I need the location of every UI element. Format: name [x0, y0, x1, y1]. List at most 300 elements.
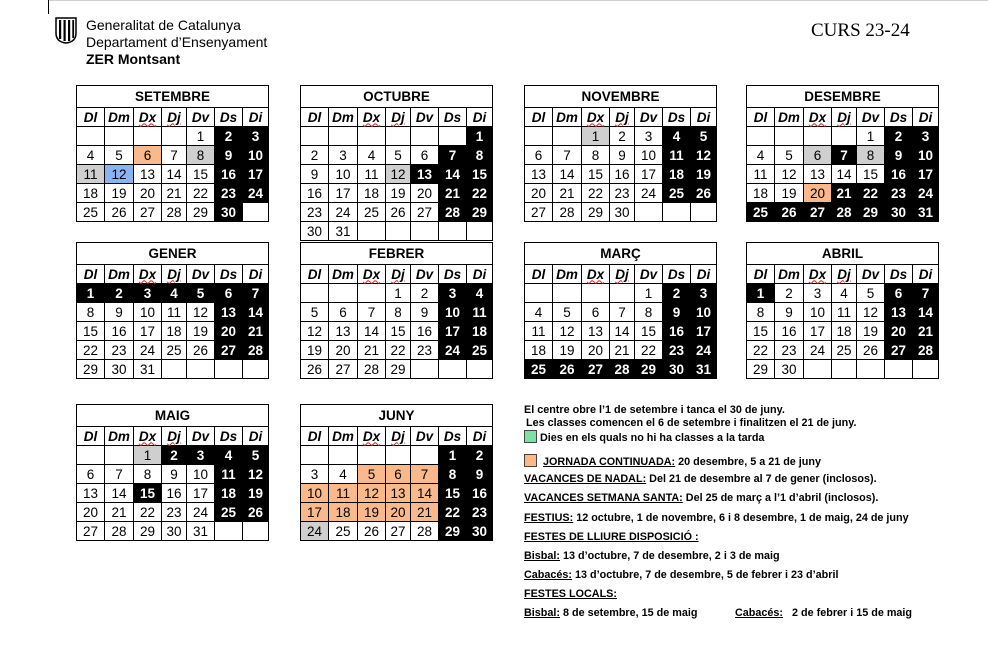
- weekday-label: Dv: [411, 427, 439, 446]
- month-gener: [76, 242, 269, 379]
- day-cell: 22: [134, 503, 162, 522]
- day-cell: 2: [775, 284, 804, 303]
- day-cell: 1: [857, 127, 885, 146]
- day-cell: 24: [134, 341, 162, 360]
- day-cell: 5: [243, 446, 269, 465]
- month-abril: [746, 242, 939, 379]
- day-cell: 24: [301, 522, 329, 541]
- weekday-label: Dj: [832, 108, 857, 127]
- legend-cabaces-local: Cabacés: 2 de febrer i 15 de maig: [735, 607, 913, 619]
- day-cell: 8: [134, 465, 162, 484]
- day-cell: 15: [635, 322, 663, 341]
- day-cell: 11: [162, 303, 187, 322]
- day-cell: 19: [358, 503, 386, 522]
- day-cell: 4: [747, 146, 775, 165]
- day-cell: 1: [467, 127, 493, 146]
- day-cell: 22: [467, 184, 493, 203]
- day-cell: 13: [329, 322, 358, 341]
- week-row: [301, 165, 493, 184]
- day-cell: 21: [832, 184, 857, 203]
- day-cell: 10: [243, 146, 269, 165]
- day-cell: 9: [411, 303, 439, 322]
- weekday-label: Di: [243, 265, 269, 284]
- week-row: [525, 203, 717, 222]
- week-row: [301, 503, 493, 522]
- day-cell: 30: [162, 522, 187, 541]
- day-cell: 16: [301, 184, 329, 203]
- day-cell: 28: [439, 203, 467, 222]
- day-cell: 17: [187, 484, 215, 503]
- day-cell: 16: [885, 165, 913, 184]
- day-cell: 6: [804, 146, 832, 165]
- day-cell: 26: [553, 360, 582, 379]
- weekday-label: Dj: [162, 108, 187, 127]
- day-cell: 5: [775, 146, 804, 165]
- day-cell: 26: [243, 503, 269, 522]
- day-cell: 29: [467, 203, 493, 222]
- month-març: [524, 242, 717, 379]
- day-cell: 21: [553, 184, 582, 203]
- day-cell: 1: [439, 446, 467, 465]
- day-cell: 11: [467, 303, 493, 322]
- day-cell: 5: [105, 146, 134, 165]
- weekday-label: Dm: [105, 427, 134, 446]
- legend-cabaces-lld: Cabacés: 13 d’octubre, 7 de desembre, 5 de febrer i 23 d’abril: [524, 569, 839, 581]
- legend-nadal: VACANCES DE NADAL: Del 21 de desembre al 7 de gener (inclosos).: [524, 473, 877, 485]
- week-row: [301, 222, 493, 241]
- day-cell: 9: [162, 465, 187, 484]
- day-cell: 27: [885, 341, 913, 360]
- week-row: [747, 146, 939, 165]
- weekday-label: Di: [467, 108, 493, 127]
- day-cell: 8: [582, 146, 610, 165]
- day-cell: 1: [77, 284, 105, 303]
- weekday-label: Dl: [301, 108, 329, 127]
- day-cell: 13: [77, 484, 105, 503]
- week-row: [301, 303, 493, 322]
- day-cell: 20: [411, 184, 439, 203]
- day-cell: 19: [105, 184, 134, 203]
- day-cell: 29: [857, 203, 885, 222]
- day-cell: 7: [105, 465, 134, 484]
- empty-cell: [77, 446, 105, 465]
- day-cell: 25: [215, 503, 243, 522]
- legend-bisbal-local: Bisbal: 8 de setembre, 15 de maig: [524, 607, 698, 619]
- legend-open-close: El centre obre l’1 de setembre i tanca el 30 de juny.: [524, 404, 785, 416]
- day-cell: 3: [439, 284, 467, 303]
- day-cell: 15: [747, 322, 775, 341]
- day-cell: 9: [105, 303, 134, 322]
- day-cell: 22: [635, 341, 663, 360]
- week-row: [77, 146, 269, 165]
- day-cell: 1: [635, 284, 663, 303]
- day-cell: 5: [691, 127, 717, 146]
- day-cell: 19: [857, 322, 885, 341]
- day-cell: 10: [804, 303, 832, 322]
- day-cell: 4: [162, 284, 187, 303]
- month-name: MARÇ: [525, 243, 717, 265]
- day-cell: 16: [411, 322, 439, 341]
- empty-cell: [525, 127, 553, 146]
- day-cell: 4: [832, 284, 857, 303]
- day-cell: 9: [610, 146, 635, 165]
- day-cell: 7: [411, 465, 439, 484]
- day-cell: 17: [691, 322, 717, 341]
- day-cell: 6: [582, 303, 610, 322]
- day-cell: 25: [162, 341, 187, 360]
- weekday-label: Dv: [857, 265, 885, 284]
- day-cell: 24: [913, 184, 939, 203]
- day-cell: 25: [467, 341, 493, 360]
- weekday-label: Dm: [553, 265, 582, 284]
- day-cell: 23: [663, 341, 691, 360]
- weekday-label: Dm: [105, 108, 134, 127]
- day-cell: 25: [663, 184, 691, 203]
- day-cell: 6: [77, 465, 105, 484]
- empty-cell: [329, 446, 358, 465]
- empty-cell: [553, 284, 582, 303]
- week-row: [77, 127, 269, 146]
- day-cell: 19: [386, 184, 411, 203]
- weekday-label: Dm: [329, 108, 358, 127]
- week-row: [747, 184, 939, 203]
- day-cell: 14: [358, 322, 386, 341]
- day-cell: 16: [610, 165, 635, 184]
- empty-cell: [329, 284, 358, 303]
- day-cell: 24: [243, 184, 269, 203]
- top-rule: [48, 0, 988, 1]
- weekday-label: Dx: [582, 265, 610, 284]
- day-cell: 16: [775, 322, 804, 341]
- empty-cell: [439, 127, 467, 146]
- week-row: [301, 484, 493, 503]
- day-cell: 12: [775, 165, 804, 184]
- day-cell: 5: [358, 465, 386, 484]
- day-cell: 18: [832, 322, 857, 341]
- day-cell: 13: [582, 322, 610, 341]
- day-cell: 12: [243, 465, 269, 484]
- day-cell: 12: [301, 322, 329, 341]
- month-name: ABRIL: [747, 243, 939, 265]
- empty-cell: [663, 203, 691, 222]
- week-row: [747, 127, 939, 146]
- weekday-label: Ds: [663, 265, 691, 284]
- day-cell: 27: [215, 341, 243, 360]
- week-row: [747, 165, 939, 184]
- day-cell: 9: [663, 303, 691, 322]
- week-row: [77, 184, 269, 203]
- day-cell: 20: [77, 503, 105, 522]
- day-cell: 28: [105, 522, 134, 541]
- legend-bisbal-lld: Bisbal: 13 d’octubre, 7 de desembre, 2 i 3 de maig: [524, 550, 780, 562]
- day-cell: 8: [386, 303, 411, 322]
- day-cell: 26: [775, 203, 804, 222]
- day-cell: 23: [411, 341, 439, 360]
- day-cell: 13: [134, 165, 162, 184]
- weekday-label: Dl: [77, 108, 105, 127]
- empty-cell: [386, 127, 411, 146]
- day-cell: 31: [329, 222, 358, 241]
- day-cell: 5: [187, 284, 215, 303]
- week-row: [525, 184, 717, 203]
- day-cell: 22: [857, 184, 885, 203]
- week-row: [77, 303, 269, 322]
- empty-cell: [832, 360, 857, 379]
- month-name: OCTUBRE: [301, 86, 493, 108]
- day-cell: 27: [804, 203, 832, 222]
- weekday-label: Ds: [885, 265, 913, 284]
- weekday-label: Dx: [134, 427, 162, 446]
- empty-cell: [162, 127, 187, 146]
- day-cell: 28: [243, 341, 269, 360]
- day-cell: 2: [215, 127, 243, 146]
- empty-cell: [411, 446, 439, 465]
- empty-cell: [386, 446, 411, 465]
- day-cell: 8: [439, 465, 467, 484]
- day-cell: 26: [105, 203, 134, 222]
- empty-cell: [215, 360, 243, 379]
- weekday-label: Dx: [582, 108, 610, 127]
- day-cell: 1: [386, 284, 411, 303]
- week-row: [525, 284, 717, 303]
- week-row: [301, 360, 493, 379]
- legend-no-afternoon: Dies en els quals no hi ha classes a la tarda: [524, 430, 764, 444]
- day-cell: 27: [134, 203, 162, 222]
- institution-name: Generalitat de Catalunya: [86, 17, 241, 33]
- day-cell: 16: [467, 484, 493, 503]
- week-row: [301, 322, 493, 341]
- day-cell: 11: [358, 165, 386, 184]
- empty-cell: [804, 127, 832, 146]
- day-cell: 11: [329, 484, 358, 503]
- empty-cell: [301, 446, 329, 465]
- orange-swatch: [524, 454, 537, 467]
- day-cell: 15: [187, 165, 215, 184]
- day-cell: 16: [105, 322, 134, 341]
- day-cell: 3: [243, 127, 269, 146]
- weekday-label: Dm: [775, 265, 804, 284]
- day-cell: 29: [582, 203, 610, 222]
- empty-cell: [77, 127, 105, 146]
- legend-classes-dates: Les classes comencen el 6 de setembre i finalitzen el 21 de juny.: [526, 417, 857, 429]
- day-cell: 13: [386, 484, 411, 503]
- day-cell: 26: [386, 203, 411, 222]
- empty-cell: [358, 284, 386, 303]
- day-cell: 18: [77, 184, 105, 203]
- empty-cell: [411, 127, 439, 146]
- weekday-label: Dv: [411, 108, 439, 127]
- day-cell: 4: [358, 146, 386, 165]
- empty-cell: [301, 127, 329, 146]
- day-cell: 9: [215, 146, 243, 165]
- day-cell: 13: [411, 165, 439, 184]
- day-cell: 9: [467, 465, 493, 484]
- empty-cell: [411, 222, 439, 241]
- week-row: [747, 322, 939, 341]
- day-cell: 18: [525, 341, 553, 360]
- weekday-label: Dv: [635, 108, 663, 127]
- day-cell: 14: [162, 165, 187, 184]
- day-cell: 31: [187, 522, 215, 541]
- day-cell: 7: [439, 146, 467, 165]
- week-row: [525, 341, 717, 360]
- day-cell: 2: [411, 284, 439, 303]
- day-cell: 7: [553, 146, 582, 165]
- day-cell: 27: [525, 203, 553, 222]
- month-name: GENER: [77, 243, 269, 265]
- weekday-label: Dj: [610, 108, 635, 127]
- day-cell: 6: [215, 284, 243, 303]
- month-name: FEBRER: [301, 243, 493, 265]
- day-cell: 28: [162, 203, 187, 222]
- day-cell: 7: [243, 284, 269, 303]
- week-row: [77, 360, 269, 379]
- day-cell: 29: [187, 203, 215, 222]
- day-cell: 25: [77, 203, 105, 222]
- day-cell: 17: [439, 322, 467, 341]
- day-cell: 20: [386, 503, 411, 522]
- day-cell: 22: [187, 184, 215, 203]
- weekday-label: Dv: [635, 265, 663, 284]
- weekday-label: Dl: [525, 108, 553, 127]
- month-juny: [300, 404, 493, 541]
- empty-cell: [162, 360, 187, 379]
- day-cell: 2: [885, 127, 913, 146]
- day-cell: 21: [610, 341, 635, 360]
- weekday-label: Di: [691, 108, 717, 127]
- weekday-label: Dm: [329, 265, 358, 284]
- month-name: DESEMBRE: [747, 86, 939, 108]
- weekday-label: Dm: [329, 427, 358, 446]
- month-setembre: [76, 85, 269, 222]
- weekday-label: Dl: [77, 427, 105, 446]
- week-row: [525, 322, 717, 341]
- day-cell: 16: [215, 165, 243, 184]
- empty-cell: [775, 127, 804, 146]
- day-cell: 3: [691, 284, 717, 303]
- empty-cell: [610, 284, 635, 303]
- day-cell: 31: [134, 360, 162, 379]
- day-cell: 17: [329, 184, 358, 203]
- day-cell: 6: [885, 284, 913, 303]
- day-cell: 3: [187, 446, 215, 465]
- day-cell: 6: [329, 303, 358, 322]
- day-cell: 4: [467, 284, 493, 303]
- day-cell: 26: [857, 341, 885, 360]
- day-cell: 30: [215, 203, 243, 222]
- day-cell: 30: [105, 360, 134, 379]
- empty-cell: [439, 360, 467, 379]
- weekday-label: Dv: [411, 265, 439, 284]
- day-cell: 5: [857, 284, 885, 303]
- day-cell: 16: [663, 322, 691, 341]
- weekday-label: Dm: [105, 265, 134, 284]
- day-cell: 27: [582, 360, 610, 379]
- empty-cell: [832, 127, 857, 146]
- day-cell: 7: [162, 146, 187, 165]
- weekday-label: Ds: [215, 265, 243, 284]
- day-cell: 12: [386, 165, 411, 184]
- day-cell: 10: [187, 465, 215, 484]
- week-row: [77, 446, 269, 465]
- weekday-label: Di: [467, 265, 493, 284]
- day-cell: 20: [215, 322, 243, 341]
- day-cell: 1: [134, 446, 162, 465]
- month-maig: [76, 404, 269, 541]
- week-row: [301, 341, 493, 360]
- day-cell: 18: [162, 322, 187, 341]
- empty-cell: [411, 360, 439, 379]
- course-title: CURS 23-24: [811, 20, 910, 41]
- week-row: [77, 203, 269, 222]
- day-cell: 23: [467, 503, 493, 522]
- month-name: SETEMBRE: [77, 86, 269, 108]
- week-row: [525, 165, 717, 184]
- day-cell: 4: [329, 465, 358, 484]
- day-cell: 28: [610, 360, 635, 379]
- empty-cell: [134, 127, 162, 146]
- week-row: [77, 284, 269, 303]
- day-cell: 10: [329, 165, 358, 184]
- week-row: [525, 146, 717, 165]
- corner-tick: [48, 0, 49, 14]
- empty-cell: [635, 203, 663, 222]
- day-cell: 30: [301, 222, 329, 241]
- day-cell: 21: [439, 184, 467, 203]
- day-cell: 25: [329, 522, 358, 541]
- day-cell: 27: [329, 360, 358, 379]
- week-row: [301, 284, 493, 303]
- day-cell: 4: [215, 446, 243, 465]
- day-cell: 27: [77, 522, 105, 541]
- empty-cell: [553, 127, 582, 146]
- day-cell: 14: [105, 484, 134, 503]
- day-cell: 5: [553, 303, 582, 322]
- week-row: [525, 127, 717, 146]
- day-cell: 2: [301, 146, 329, 165]
- day-cell: 3: [804, 284, 832, 303]
- weekday-label: Dv: [187, 265, 215, 284]
- day-cell: 30: [467, 522, 493, 541]
- weekday-label: Dj: [386, 427, 411, 446]
- day-cell: 19: [301, 341, 329, 360]
- weekday-label: Dl: [301, 427, 329, 446]
- day-cell: 22: [77, 341, 105, 360]
- day-cell: 29: [134, 522, 162, 541]
- day-cell: 4: [525, 303, 553, 322]
- weekday-label: Ds: [439, 265, 467, 284]
- day-cell: 20: [582, 341, 610, 360]
- week-row: [747, 203, 939, 222]
- day-cell: 10: [635, 146, 663, 165]
- week-row: [301, 446, 493, 465]
- day-cell: 19: [691, 165, 717, 184]
- day-cell: 12: [105, 165, 134, 184]
- day-cell: 14: [832, 165, 857, 184]
- weekday-label: Dj: [386, 265, 411, 284]
- day-cell: 6: [386, 465, 411, 484]
- week-row: [301, 146, 493, 165]
- empty-cell: [747, 127, 775, 146]
- day-cell: 12: [857, 303, 885, 322]
- day-cell: 30: [610, 203, 635, 222]
- day-cell: 16: [162, 484, 187, 503]
- day-cell: 9: [301, 165, 329, 184]
- day-cell: 17: [804, 322, 832, 341]
- weekday-label: Dj: [162, 427, 187, 446]
- day-cell: 28: [832, 203, 857, 222]
- day-cell: 7: [913, 284, 939, 303]
